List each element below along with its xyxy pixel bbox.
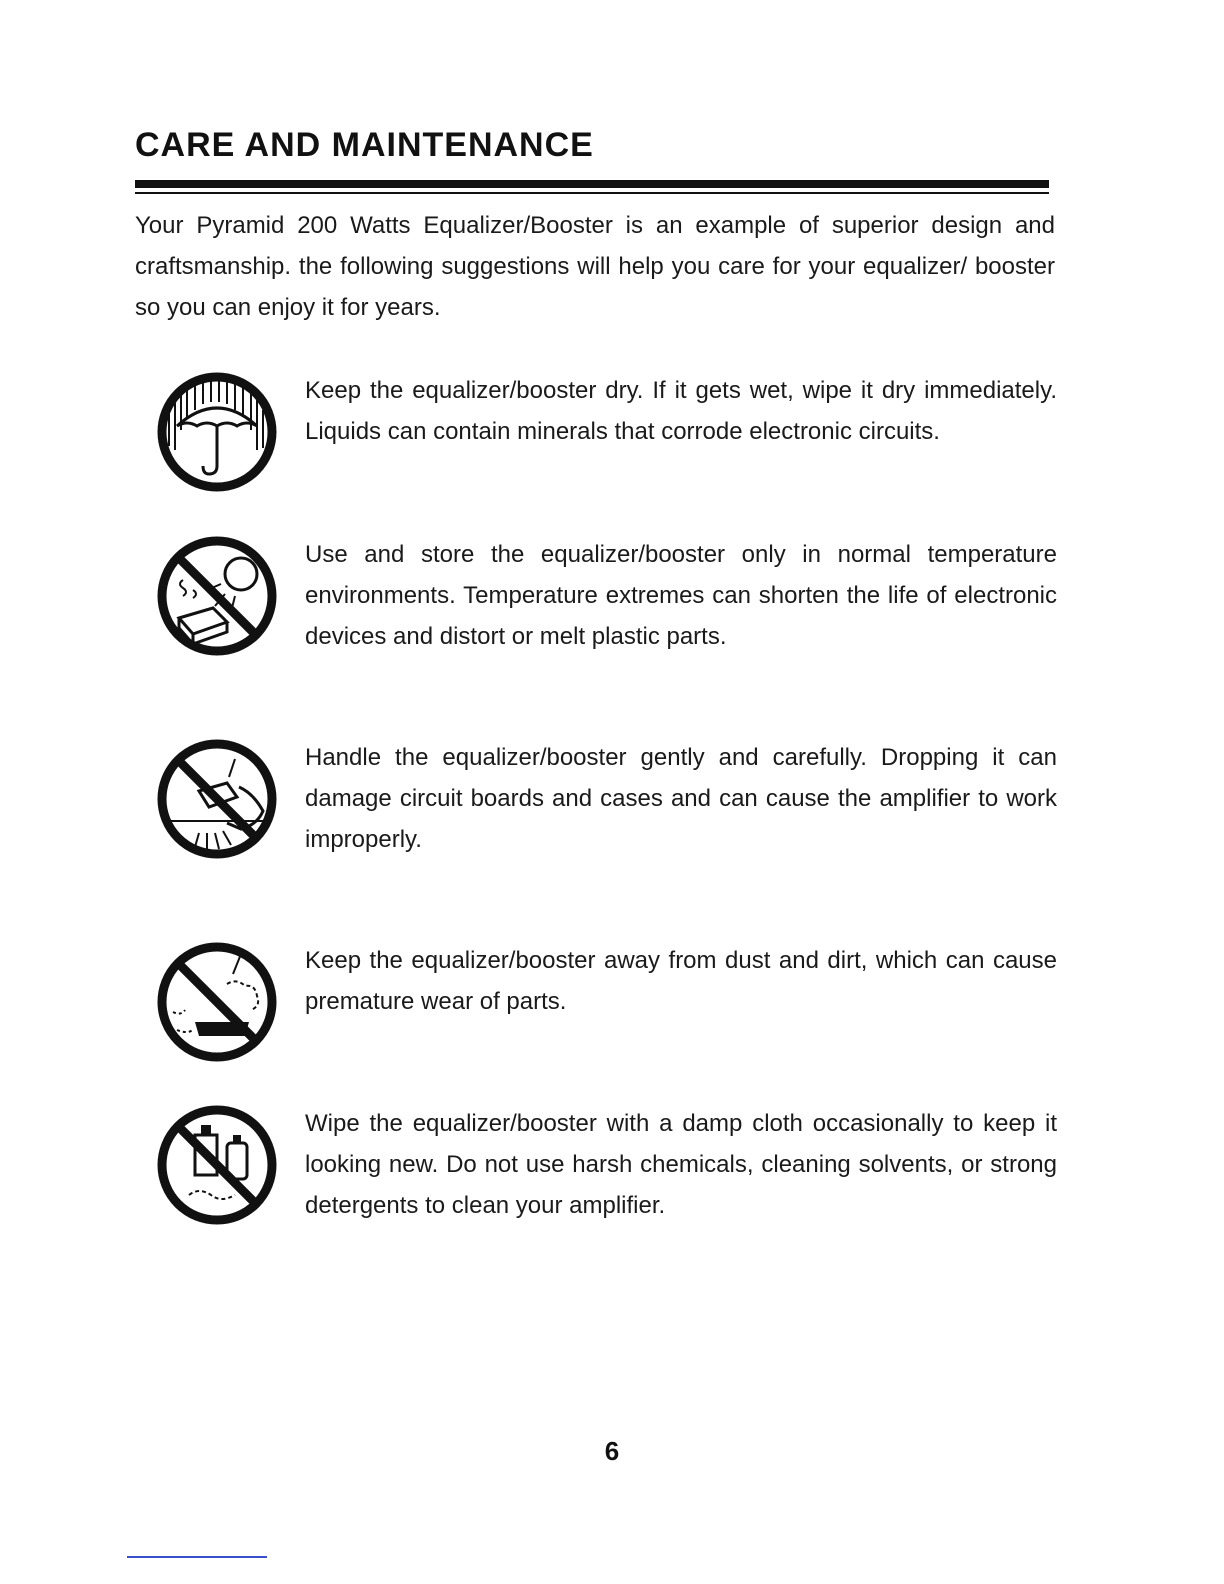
no-dust-icon bbox=[155, 940, 279, 1064]
care-item-dust bbox=[155, 940, 1060, 1070]
no-heat-sun-icon bbox=[155, 534, 279, 658]
title-rule-thick bbox=[135, 180, 1049, 188]
care-item-dry bbox=[155, 370, 1060, 500]
care-item-text: Handle the equalizer/booster gently and carefully. Dropping it can damage circuit boards and cases and can cause the amplifier to work improperly. bbox=[305, 744, 1057, 853]
intro-paragraph: Your Pyramid 200 Watts Equalizer/Booster is an example of superior design and craftsmanship. the following suggestions will help you care for your equalizer/ booster so you can enjoy it for years. bbox=[135, 212, 1055, 321]
care-item-handling bbox=[155, 737, 1060, 867]
no-dropping-icon bbox=[155, 737, 279, 861]
page-title: CARE AND MAINTENANCE bbox=[135, 126, 594, 164]
care-item-text: Keep the equalizer/booster away from dust and dirt, which can cause premature wear of parts. bbox=[305, 947, 1057, 1015]
care-item-text: Wipe the equalizer/booster with a damp cloth occasionally to keep it looking new. Do not use harsh chemicals, cleaning solvents, or strong detergents to clean your amplifier. bbox=[305, 1110, 1057, 1219]
no-harsh-chemicals-icon bbox=[155, 1103, 279, 1227]
page-number: 6 bbox=[604, 1436, 620, 1466]
care-item-text: Keep the equalizer/booster dry. If it gets wet, wipe it dry immediately. Liquids can contain minerals that corrode electronic circuits. bbox=[305, 377, 1057, 445]
footer-line bbox=[127, 1556, 267, 1558]
care-item-text: Use and store the equalizer/booster only in normal temperature environments. Temperature extremes can shorten the life of electronic devices and distort or melt plastic parts. bbox=[305, 541, 1057, 650]
title-rule-thin bbox=[135, 192, 1049, 194]
umbrella-rain-icon bbox=[155, 370, 279, 494]
care-item-cleaning bbox=[155, 1103, 1060, 1233]
care-item-temperature bbox=[155, 534, 1060, 664]
